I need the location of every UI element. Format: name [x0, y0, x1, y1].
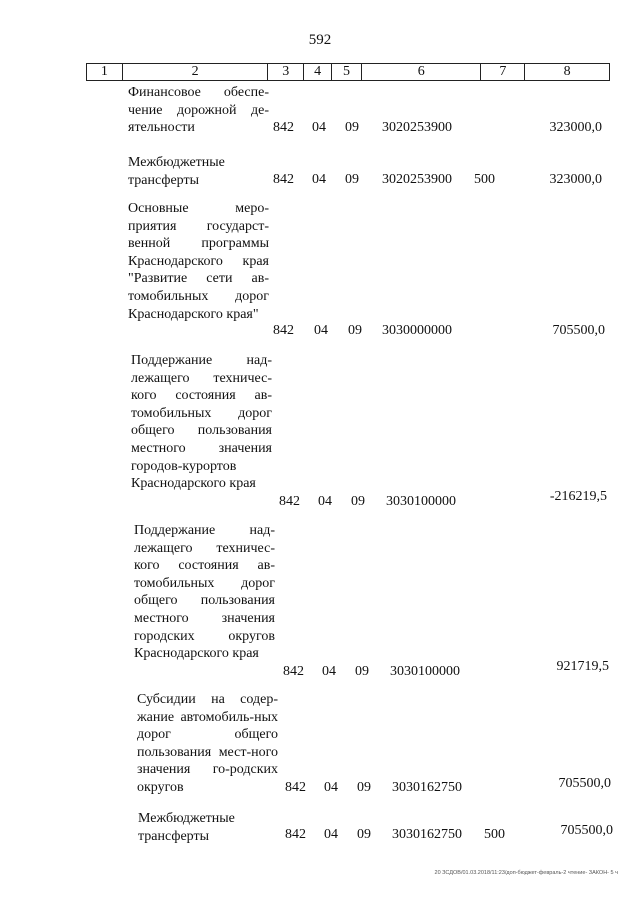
row-section: 04: [324, 780, 338, 795]
row-subsection: 09: [345, 172, 359, 187]
row-target-code: 3030162750: [392, 827, 462, 842]
row-amount: 323000,0: [549, 172, 602, 187]
row-admin-code: 842: [273, 172, 294, 187]
row-target-code: 3020253900: [382, 172, 452, 187]
row-description: Основные меро-приятия государст-венной программы Краснодарского края "Развитие сети ав-томобильных дорог Краснодарского края": [128, 201, 269, 322]
row-description: Поддержание над-лежащего техничес-кого состояния ав-томобильных дорог общего пользования местного значения городов-курортов Краснодарского края: [131, 353, 272, 492]
row-subsection: 09: [357, 780, 371, 795]
row-subsection: 09: [357, 827, 371, 842]
document-footer: 20 ЗСДОВ/01.03.2018/11:23/доп-бюджет-февраль-2 чтение- ЗАКОН- 5 ч: [434, 870, 618, 876]
row-section: 04: [322, 664, 336, 679]
row-section: 04: [314, 323, 328, 338]
row-description: Межбюджетные трансферты: [128, 155, 225, 188]
row-subsection: 09: [348, 323, 362, 338]
row-target-code: 3030000000: [382, 323, 452, 338]
row-amount: 705500,0: [552, 323, 605, 338]
row-description: Субсидии на содер-жание автомобиль-ных дорог общего пользования мест-ного значения го-родских округов: [137, 692, 278, 795]
page-number: 592: [308, 32, 332, 48]
row-subsection: 09: [355, 664, 369, 679]
row-subsection: 09: [345, 120, 359, 135]
header-col-2: 2: [123, 64, 268, 80]
row-target-code: 3030100000: [390, 664, 460, 679]
row-section: 04: [312, 172, 326, 187]
row-amount: 705500,0: [560, 823, 613, 838]
row-target-code: 3020253900: [382, 120, 452, 135]
row-expense-type: 500: [484, 827, 505, 842]
row-subsection: 09: [351, 494, 365, 509]
row-section: 04: [318, 494, 332, 509]
header-col-8: 8: [563, 64, 571, 79]
row-admin-code: 842: [273, 323, 294, 338]
row-description: Межбюджетные трансферты: [138, 811, 235, 844]
row-section: 04: [324, 827, 338, 842]
row-amount: 921719,5: [556, 659, 609, 674]
header-col-1: 1: [87, 64, 123, 80]
row-amount: 705500,0: [558, 776, 611, 791]
row-admin-code: 842: [273, 120, 294, 135]
row-target-code: 3030162750: [392, 780, 462, 795]
row-admin-code: 842: [279, 494, 300, 509]
table-header-row: [86, 63, 610, 81]
header-col-6: 6: [362, 64, 482, 80]
row-section: 04: [312, 120, 326, 135]
row-amount: -216219,5: [549, 489, 607, 504]
row-admin-code: 842: [285, 827, 306, 842]
row-admin-code: 842: [283, 664, 304, 679]
row-description: Поддержание над-лежащего техничес-кого состояния ав-томобильных дорог общего пользования местного значения городских округов Краснодарского края: [134, 523, 275, 662]
header-col-4: 4: [304, 64, 332, 80]
row-target-code: 3030100000: [386, 494, 456, 509]
row-expense-type: 500: [474, 172, 495, 187]
row-amount: 323000,0: [549, 120, 602, 135]
header-col-7: 7: [481, 64, 525, 80]
row-admin-code: 842: [285, 780, 306, 795]
row-description: Финансовое обеспе-чение дорожной де-ятельности: [128, 85, 269, 136]
header-col-5: 5: [332, 64, 362, 80]
header-col-3: 3: [268, 64, 304, 80]
